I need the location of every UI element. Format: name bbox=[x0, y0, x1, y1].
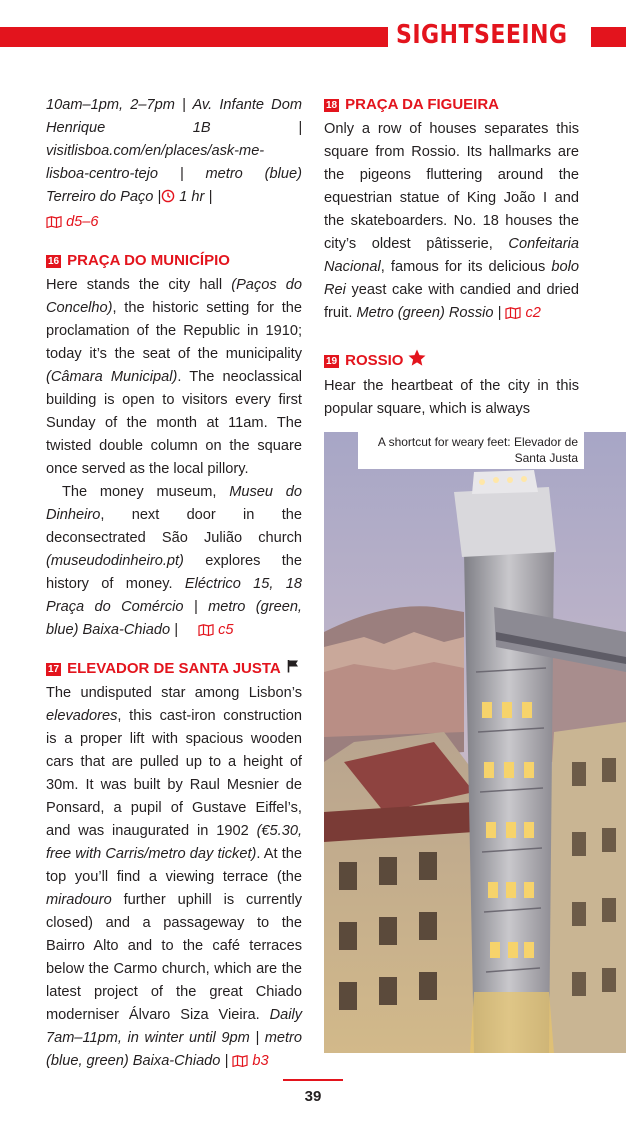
heading-elevador-de-santa-justa bbox=[46, 658, 302, 680]
section-title: SIGHTSEEING bbox=[396, 20, 568, 50]
left-column bbox=[46, 94, 302, 1075]
entry-title: ROSSIO bbox=[345, 352, 404, 369]
entry-number-badge: 17 bbox=[48, 663, 60, 675]
map-icon bbox=[505, 304, 521, 327]
photo-caption: A shortcut for weary feet: Elevador de Santa Justa bbox=[358, 432, 584, 469]
entry-number-badge: 18 bbox=[326, 99, 338, 111]
map-icon bbox=[232, 1052, 248, 1075]
intro-info: 10am–1pm, 2–7pm | Av. Infante Dom Henrique 1B | visitlisboa.com/en/places/ask-me-lisboa-centro-tejo | metro (blue) Terreiro do Paço | 1 hr | d5–6 bbox=[46, 94, 302, 236]
page-number: 39 bbox=[304, 1088, 322, 1105]
entry-title: PRAÇA DO MUNICÍPIO bbox=[67, 252, 230, 269]
map-reference: b3 bbox=[252, 1053, 269, 1069]
flag-icon bbox=[287, 658, 299, 680]
footer-rule bbox=[283, 1079, 343, 1081]
entry-number-badge: 16 bbox=[48, 255, 60, 267]
heading-praca-da-figueira bbox=[324, 94, 579, 116]
map-icon bbox=[46, 213, 62, 236]
header-bar-left bbox=[0, 27, 388, 47]
photo-illustration bbox=[324, 432, 626, 1053]
heading-rossio bbox=[324, 349, 579, 373]
map-reference: c5 bbox=[218, 622, 234, 638]
photo-elevador-de-santa-justa bbox=[324, 432, 626, 1053]
entry-title: ELEVADOR DE SANTA JUSTA bbox=[67, 660, 281, 677]
header-bar-right bbox=[591, 27, 626, 47]
paragraph-elevador-de-santa-justa: The undisputed star among Lisbon’s elevadores, this cast-iron construction is a proper lift with spacious wooden cars that are pulled up to a height of 30m. It was built by Raul Mesnier de Ponsard, a pupil of Gustave Eiffel’s, and was inaugurated in 1902 (€5.30, free with Carris/metro day ticket). At the top you’ll find a viewing terrace (the miradouro further uphill is currently closed) and a passageway to the Bairro Alto and to the café terraces below the Carmo church, which are the latest project of the great Chiado moderniser Álvaro Siza Vieira. Daily 7am–11pm, in winter until 9pm | metro (blue, green) Baixa-Chiado | b3 bbox=[46, 682, 302, 1075]
entry-title: PRAÇA DA FIGUEIRA bbox=[345, 96, 500, 113]
paragraph-praca-do-municipio-2: The money museum, Museu do Dinheiro, next door in the deconsectrated São Julião church (museudodinheiro.pt) explores the history of money. Eléctrico 15, 18 Praça do Comércio | metro (green, blue) Baixa-Chiado | c5 bbox=[46, 481, 302, 644]
map-icon bbox=[182, 621, 214, 644]
paragraph-rossio: Hear the heartbeat of the city in this popular square, which is always bbox=[324, 378, 579, 417]
clock-icon bbox=[161, 188, 175, 211]
star-icon bbox=[408, 349, 426, 373]
map-reference: c2 bbox=[525, 305, 541, 321]
entry-number-badge: 19 bbox=[326, 355, 338, 367]
heading-praca-do-municipio bbox=[46, 250, 302, 272]
paragraph-praca-do-municipio-1: Here stands the city hall (Paços do Concelho), the historic setting for the proclamation of the Republic in 1910; today it’s the seat of the municipality (Câmara Municipal). The neoclassical building is open to visitors every first Sunday of the month at 11am. The twisted double column on the square once served as the local pillory. bbox=[46, 277, 303, 477]
page-header bbox=[0, 0, 626, 60]
right-column bbox=[324, 94, 579, 421]
paragraph-praca-da-figueira: Only a row of houses separates this square from Rossio. Its hallmarks are the pigeons fluttering around the equestrian statue of King João I and the skateboarders. No. 18 houses the city’s oldest pâtisserie, Confeitaria Nacional, famous for its delicious bolo Rei yeast cake with candied and dried fruit. Metro (green) Rossio | c2 bbox=[324, 118, 579, 327]
map-reference: d5–6 bbox=[66, 214, 99, 230]
